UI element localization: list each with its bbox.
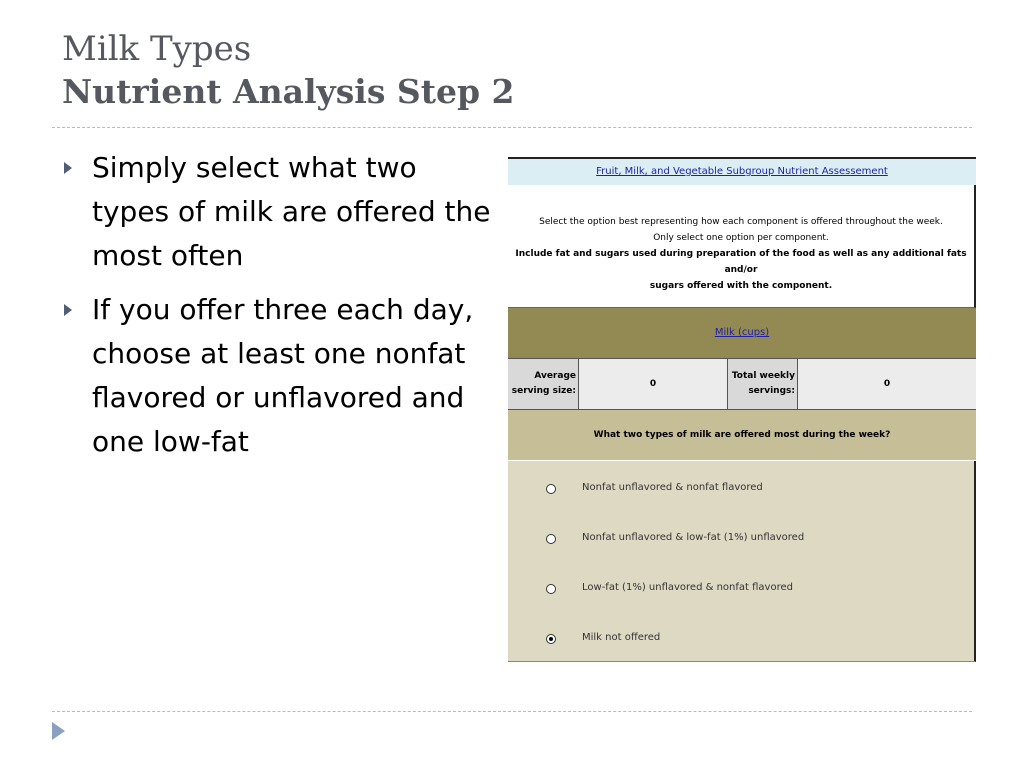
milk-option[interactable] <box>508 580 974 600</box>
radio-button-icon[interactable] <box>546 534 556 544</box>
total-weekly-label-line-1: Total weekly <box>731 371 795 381</box>
instruction-line-1: Select the option best representing how each component is offered throughout the week. <box>539 217 943 227</box>
sheet-instructions <box>508 185 976 308</box>
milk-option[interactable] <box>508 630 974 650</box>
bullet-text: Simply select what two types of milk are offered the most often <box>92 151 491 272</box>
instruction-line-2: Only select one option per component. <box>653 233 829 243</box>
radio-button-icon[interactable] <box>546 584 556 594</box>
option-label: Nonfat unflavored & nonfat flavored <box>582 482 763 493</box>
bullet-arrow-icon <box>64 304 72 316</box>
bullet-arrow-icon <box>64 162 72 174</box>
average-serving-label-line-1: Average <box>534 371 576 381</box>
footer-arrow-icon <box>52 722 65 740</box>
average-serving-label-line-2: serving size: <box>511 386 576 396</box>
radio-button-icon[interactable] <box>546 634 556 644</box>
option-label: Nonfat unflavored & low-fat (1%) unflavored <box>582 532 805 543</box>
title-line-2: Nutrient Analysis Step 2 <box>62 72 515 111</box>
instruction-line-4: sugars offered with the component. <box>649 281 833 291</box>
total-weekly-label <box>728 359 798 409</box>
milk-section-header <box>508 308 976 359</box>
slide-title <box>62 28 515 114</box>
bullet-item <box>62 146 502 278</box>
milk-option[interactable] <box>508 480 974 500</box>
option-label: Milk not offered <box>582 632 661 643</box>
instruction-line-3: Include fat and sugars used during preparation of the food as well as any additional fats and/or <box>515 249 967 275</box>
serving-row <box>508 359 976 410</box>
bullet-text: If you offer three each day, choose at least one nonfat flavored or unflavored and one low-fat <box>92 293 474 458</box>
milk-question: What two types of milk are offered most during the week? <box>508 410 976 460</box>
average-serving-value[interactable]: 0 <box>579 359 728 409</box>
total-weekly-label-line-2: servings: <box>748 386 795 396</box>
milk-cups-link[interactable]: Milk (cups) <box>714 327 770 338</box>
radio-button-icon[interactable] <box>546 484 556 494</box>
spreadsheet-screenshot <box>508 157 976 661</box>
bullet-list <box>62 146 502 474</box>
milk-options <box>508 461 976 662</box>
bottom-divider <box>52 711 972 712</box>
title-line-1: Milk Types <box>62 29 252 69</box>
option-label: Low-fat (1%) unflavored & nonfat flavored <box>582 582 793 593</box>
sheet-header-link[interactable]: Fruit, Milk, and Vegetable Subgroup Nutrient Assessement <box>508 159 976 185</box>
milk-option[interactable] <box>508 530 974 550</box>
bullet-item <box>62 288 502 464</box>
total-weekly-value[interactable]: 0 <box>798 359 976 409</box>
average-serving-label <box>508 359 579 409</box>
top-divider <box>52 127 972 128</box>
